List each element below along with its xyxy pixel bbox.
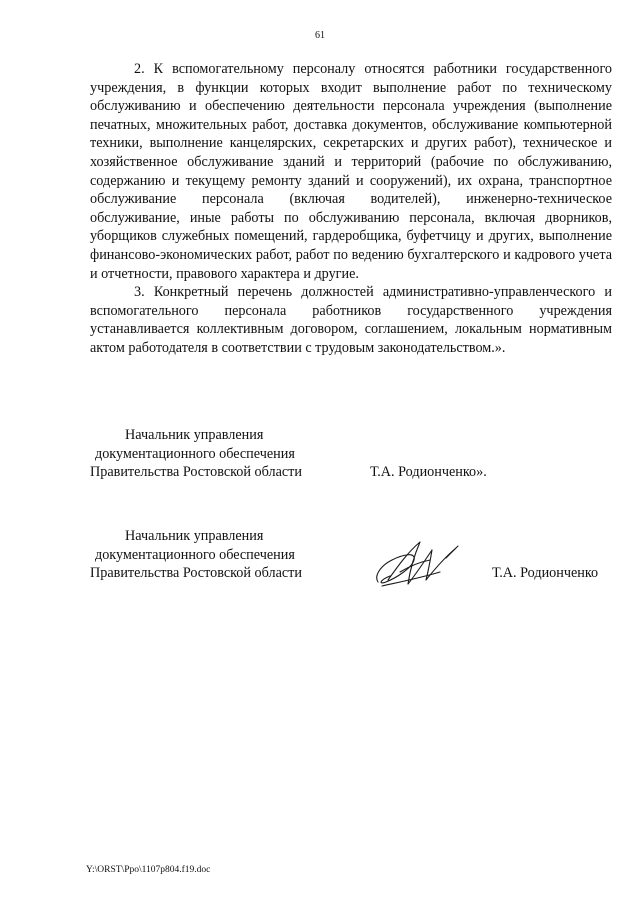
title-line-3: Правительства Ростовской области: [90, 464, 302, 481]
signatory-name: Т.А. Родионченко: [492, 565, 599, 582]
title-line-1: Начальник управления: [125, 528, 264, 544]
footer-file-path: Y:\ORST\Ppo\1107p804.f19.doc: [86, 865, 211, 875]
title-line-2: документационного обеспечения: [95, 445, 295, 462]
handwritten-signature: [370, 536, 470, 592]
title-line-3: Правительства Ростовской области: [90, 565, 302, 582]
document-body: [90, 60, 612, 358]
title-line-1: Начальник управления: [125, 427, 264, 443]
paragraph-2: 2. К вспомогательному персоналу относятся работники государственного учреждения, в функции которых входит выполнение работ по техническому обслуживанию и обеспечению деятельности персонала учреждения (выполнение печатных, множительных работ, доставка документов, обслуживание компьютерной техники, выполнение канцелярских, секретарских и других работ), техническое и хозяйственное обслуживание зданий и территорий (рабочие по обслуживанию, содержанию и текущему ремонту зданий и сооружений), их охрана, транспортное обслуживание персонала (включая водителей), инженерно-техническое обслуживание, иные работы по обслуживанию персонала, включая дворников, уборщиков служебных помещений, гардеробщика, буфетчицу и других, выполнение финансово-экономических работ, работ по ведению бухгалтерского и кадрового учета и отчетности, правового характера и другие.: [90, 61, 612, 282]
signatory-name: Т.А. Родионченко».: [370, 464, 487, 481]
title-line-2: документационного обеспечения: [95, 546, 295, 563]
paragraph-3: 3. Конкретный перечень должностей административно-управленческого и вспомогательного персонала работников государственного учреждения устанавливается коллективным договором, соглашением, локальным нормативным актом работодателя в соответствии с трудовым законодательством.».: [90, 284, 612, 356]
page-number: 61: [315, 30, 325, 41]
